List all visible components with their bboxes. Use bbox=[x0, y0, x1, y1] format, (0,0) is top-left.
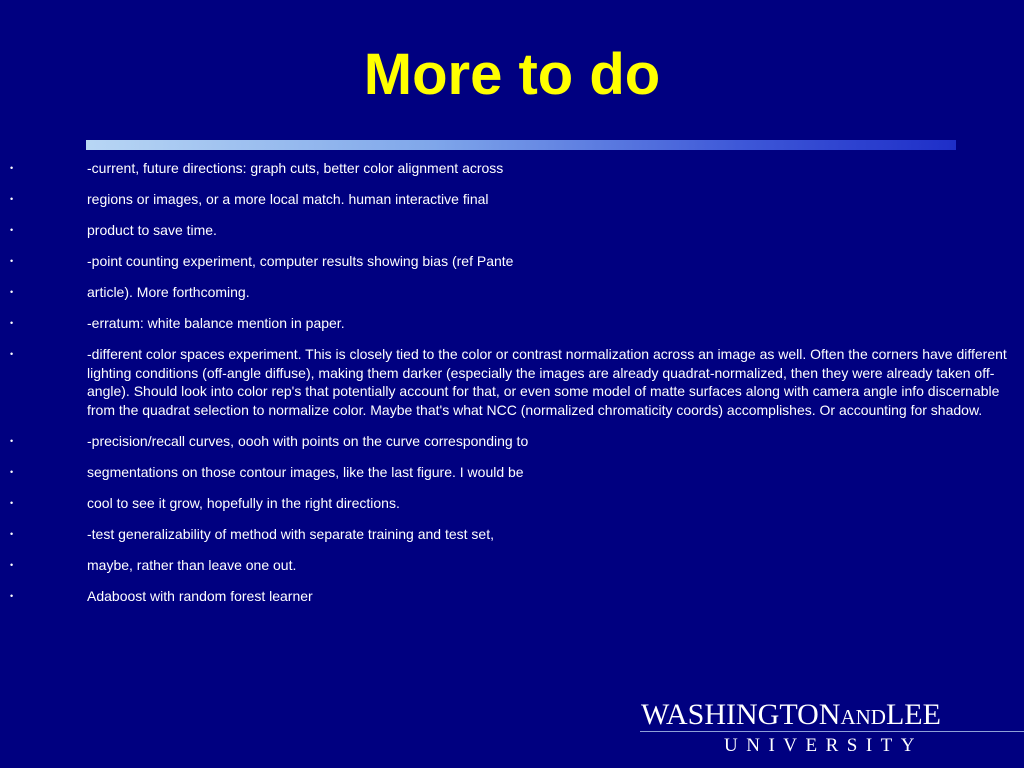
logo-word-lee: LEE bbox=[885, 698, 941, 731]
bullet-text: -test generalizability of method with separate training and test set, bbox=[87, 525, 494, 542]
university-logo bbox=[640, 698, 1024, 768]
bullet-text: segmentations on those contour images, like the last figure. I would be bbox=[87, 463, 524, 480]
bullet-item bbox=[0, 463, 1024, 482]
bullet-item bbox=[0, 587, 1024, 606]
bullet-item bbox=[0, 314, 1024, 333]
bullet-dot-icon: • bbox=[10, 466, 14, 477]
slide-title: More to do bbox=[363, 42, 661, 107]
bullet-dot-icon: • bbox=[10, 435, 14, 446]
bullet-dot-icon: • bbox=[10, 286, 14, 297]
bullet-dot-icon: • bbox=[10, 348, 14, 359]
bullet-dot-icon: • bbox=[10, 317, 14, 328]
bullet-dot-icon: • bbox=[10, 528, 14, 539]
bullet-text: -precision/recall curves, oooh with points on the curve corresponding to bbox=[87, 432, 529, 449]
bullet-item bbox=[0, 159, 1024, 178]
bullet-text: cool to see it grow, hopefully in the right directions. bbox=[87, 494, 400, 511]
logo-wordmark bbox=[641, 698, 941, 734]
bullet-item bbox=[0, 190, 1024, 209]
bullet-item bbox=[0, 345, 1024, 419]
bullet-text: -different color spaces experiment. This is closely tied to the color or contrast normalization across an image as well. Often the corners have different lighting conditions (off-angle diffuse), making them darker (especially the images are already quadrat-normalized, then they were already taken off-angle). Should look into color rep's that potentially account for that, or even some model of matte surfaces along with camera angle info discernable from the quadrat selection to normalize color. Maybe that's what NCC (normalized chromaticity coords) accomplishes. Or accounting for shadow. bbox=[87, 345, 1007, 418]
bullet-item bbox=[0, 252, 1024, 271]
bullet-text: maybe, rather than leave one out. bbox=[87, 556, 297, 573]
logo-word-and: AND bbox=[840, 705, 886, 729]
bullet-text: Adaboost with random forest learner bbox=[87, 587, 313, 604]
logo-word-washington: WASHINGTON bbox=[641, 698, 841, 731]
bullet-item bbox=[0, 525, 1024, 544]
logo-university: UNIVERSITY bbox=[724, 735, 923, 756]
bullet-dot-icon: • bbox=[10, 559, 14, 570]
bullet-text: regions or images, or a more local match. human interactive final bbox=[87, 190, 489, 207]
bullet-item bbox=[0, 221, 1024, 240]
bullet-text: article). More forthcoming. bbox=[87, 283, 250, 300]
bullet-dot-icon: • bbox=[10, 193, 14, 204]
bullet-dot-icon: • bbox=[10, 224, 14, 235]
bullet-text: product to save time. bbox=[87, 221, 217, 238]
logo-divider bbox=[640, 731, 1024, 732]
bullet-item bbox=[0, 494, 1024, 513]
bullet-text: -current, future directions: graph cuts, better color alignment across bbox=[87, 160, 504, 176]
bullet-item bbox=[0, 283, 1024, 302]
bullet-list bbox=[0, 159, 1024, 618]
bullet-item bbox=[0, 556, 1024, 575]
bullet-text: -erratum: white balance mention in paper. bbox=[87, 314, 345, 331]
bullet-dot-icon: • bbox=[10, 497, 14, 508]
bullet-dot-icon: • bbox=[10, 255, 14, 266]
title-underline bbox=[86, 140, 956, 150]
bullet-text: -point counting experiment, computer results showing bias (ref Pante bbox=[87, 252, 514, 269]
bullet-item bbox=[0, 432, 1024, 451]
bullet-dot-icon: • bbox=[10, 163, 14, 173]
bullet-dot-icon: • bbox=[10, 590, 14, 601]
